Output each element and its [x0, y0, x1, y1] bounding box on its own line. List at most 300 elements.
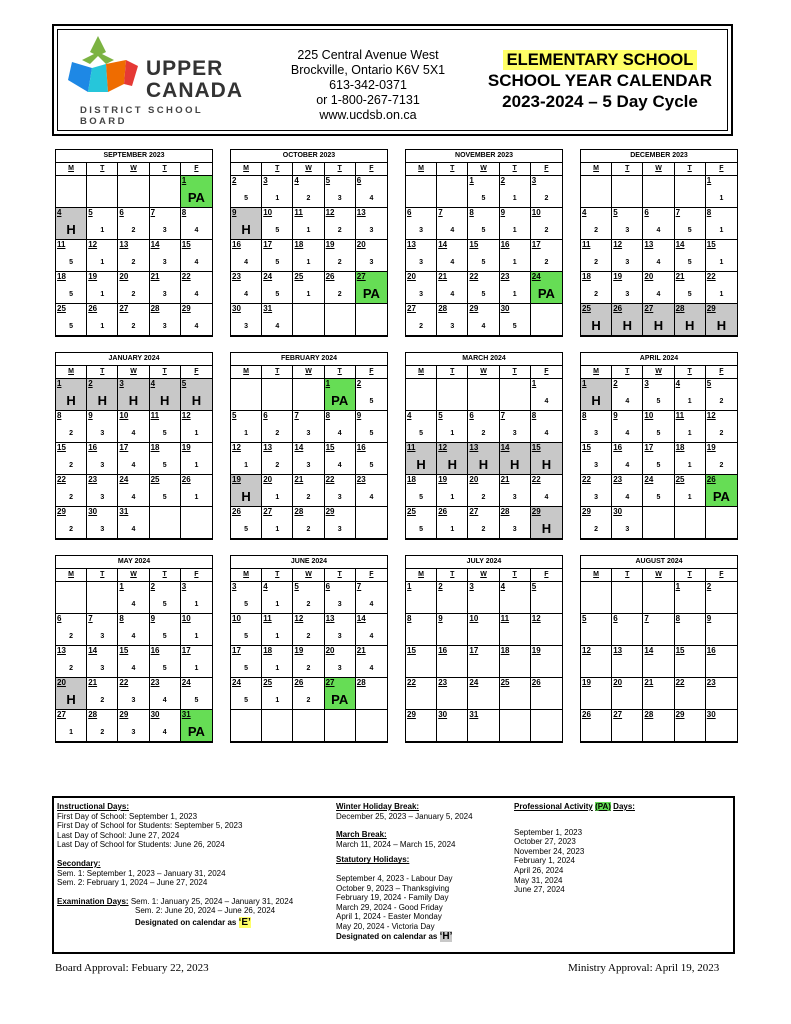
day-number: 20 [263, 475, 273, 484]
cycle-day: 4 [162, 729, 167, 736]
cycle-day: 2 [306, 494, 311, 501]
empty-cell [581, 176, 612, 208]
day-cell [581, 475, 612, 507]
day-number: 13 [325, 614, 335, 623]
cycle-day: 2 [100, 697, 105, 704]
cycle-day: 4 [450, 291, 455, 298]
empty-cell [293, 379, 324, 411]
day-cell [325, 208, 356, 240]
day-cell [531, 646, 562, 678]
day-number: 22 [706, 272, 716, 281]
day-number: 5 [325, 176, 331, 185]
cycle-day: 1 [275, 526, 280, 533]
day-cell [181, 272, 212, 304]
day-number: 4 [500, 582, 506, 591]
weekday-label: W [643, 569, 674, 581]
day-number: 9 [438, 614, 443, 623]
day-cell [356, 208, 387, 240]
day-cell [531, 475, 562, 507]
day-number: 1 [325, 379, 331, 388]
day-cell [262, 304, 293, 336]
day-number: 13 [644, 240, 654, 249]
day-cell [325, 582, 356, 614]
cycle-day: 4 [131, 494, 136, 501]
weekday-label: T [262, 569, 293, 581]
day-number: 25 [57, 304, 66, 313]
cycle-day: 1 [194, 462, 199, 469]
day-number: 17 [119, 443, 129, 452]
day-number: 12 [531, 614, 541, 623]
day-number: 13 [356, 208, 366, 217]
weekday-label: T [150, 366, 181, 378]
weekday-label: M [406, 163, 437, 175]
day-number: 3 [531, 176, 537, 185]
day-cell [437, 411, 468, 443]
day-grid [406, 582, 562, 742]
day-cell [262, 507, 293, 539]
day-number: 19 [181, 443, 191, 452]
day-number: 23 [356, 475, 366, 484]
cycle-day: 4 [369, 665, 374, 672]
day-cell [181, 710, 212, 742]
day-number: 9 [150, 614, 156, 623]
month-grid [55, 149, 739, 749]
day-cell [325, 379, 356, 411]
cycle-day: 2 [719, 430, 724, 437]
day-number: 7 [675, 208, 681, 217]
day-cell [468, 240, 499, 272]
day-number: 7 [356, 582, 362, 591]
day-number: 11 [294, 208, 303, 217]
cycle-day: 3 [131, 729, 136, 736]
day-number: 24 [181, 678, 191, 687]
cycle-day: 4 [656, 227, 661, 234]
day-number: 8 [119, 614, 124, 623]
day-grid [406, 379, 562, 539]
cycle-day: 3 [100, 633, 105, 640]
day-cell [581, 272, 612, 304]
cycle-day: 5 [481, 291, 486, 298]
day-cell [468, 272, 499, 304]
day-cell [325, 272, 356, 304]
legend-line: First Day of School for Students: September 5, 2023 [57, 821, 243, 831]
march-break-heading: March Break: [336, 830, 387, 840]
day-cell [468, 646, 499, 678]
cycle-day: 2 [481, 526, 486, 533]
day-cell [231, 475, 262, 507]
day-number: 5 [531, 582, 537, 591]
day-number: 14 [438, 240, 448, 249]
weekday-label: W [643, 366, 674, 378]
empty-cell [293, 304, 324, 336]
day-cell [468, 443, 499, 475]
cycle-day: 4 [656, 291, 661, 298]
address-line: Brockville, Ontario K6V 5X1 [290, 63, 446, 77]
day-number: 4 [294, 176, 299, 185]
day-number: 2 [613, 379, 618, 388]
day-cell [581, 443, 612, 475]
weekday-label: F [544, 571, 549, 578]
day-number: 1 [57, 379, 62, 388]
empty-cell [150, 176, 181, 208]
day-number: 23 [88, 475, 98, 484]
website-link[interactable]: www.ucdsb.on.ca [319, 108, 417, 122]
weekday-label: T [500, 163, 531, 175]
day-number: 28 [500, 507, 510, 516]
day-cell [87, 475, 118, 507]
day-number: 27 [263, 507, 273, 516]
cycle-day: 1 [275, 665, 280, 672]
day-number: 15 [469, 240, 479, 249]
cycle-day: 4 [162, 697, 167, 704]
day-cell [643, 443, 674, 475]
month-september [55, 149, 213, 337]
day-cell [643, 304, 674, 336]
legend-line: May 20, 2024 - Victoria Day [336, 921, 435, 931]
board-address [268, 48, 468, 123]
day-cell [531, 411, 562, 443]
cycle-day: 5 [162, 462, 167, 469]
weekday-label: T [675, 569, 706, 581]
cycle-day: 3 [625, 227, 630, 234]
weekday-header [56, 163, 212, 176]
weekday-header [581, 163, 737, 176]
day-number: 10 [644, 411, 654, 420]
day-cell [150, 614, 181, 646]
cycle-day: 2 [69, 526, 74, 533]
day-number: 22 [469, 272, 479, 281]
day-cell [231, 176, 262, 208]
day-cell [531, 507, 562, 539]
cycle-day: 4 [625, 430, 630, 437]
day-number: 3 [263, 176, 268, 185]
cycle-day: 2 [544, 195, 549, 202]
day-cell [500, 614, 531, 646]
day-number: 22 [531, 475, 541, 484]
cycle-day: 3 [419, 291, 424, 298]
day-cell [612, 304, 643, 336]
day-grid [231, 176, 387, 336]
cycle-day: 1 [275, 697, 280, 704]
weekday-label: M [581, 163, 612, 175]
cycle-day: 2 [481, 430, 486, 437]
cycle-day: 2 [419, 323, 424, 330]
day-number: 21 [500, 475, 510, 484]
cycle-day: 5 [419, 430, 424, 437]
day-number: 11 [57, 240, 66, 249]
day-cell [437, 208, 468, 240]
cycle-day: 5 [69, 291, 74, 298]
day-number: 25 [582, 304, 591, 313]
day-cell [56, 507, 87, 539]
cycle-day: 3 [369, 259, 374, 266]
cycle-day: 5 [275, 291, 280, 298]
day-number: 13 [469, 443, 479, 452]
weekday-header [581, 569, 737, 582]
day-number: 10 [531, 208, 541, 217]
day-number: 18 [150, 443, 160, 452]
day-cell [612, 614, 643, 646]
empty-cell [531, 710, 562, 742]
day-cell [150, 582, 181, 614]
month-title: AUGUST 2024 [581, 556, 737, 569]
day-cell [262, 272, 293, 304]
holiday-marker: H [685, 318, 695, 333]
cycle-day: 1 [100, 259, 105, 266]
empty-cell [293, 710, 324, 742]
day-cell [406, 475, 437, 507]
day-cell [706, 678, 737, 710]
day-number: 13 [119, 240, 129, 249]
day-cell [262, 208, 293, 240]
day-cell [56, 614, 87, 646]
month-title: MAY 2024 [56, 556, 212, 569]
day-cell [500, 208, 531, 240]
day-number: 5 [88, 208, 93, 217]
day-number: 2 [356, 379, 362, 388]
month-november [405, 149, 563, 337]
day-number: 12 [88, 240, 98, 249]
day-cell [56, 304, 87, 336]
day-cell [643, 240, 674, 272]
holiday-marker: H [716, 318, 727, 333]
legend-line: February 19, 2024 - Family Day [336, 893, 449, 903]
day-number: 28 [88, 710, 98, 719]
day-number: 5 [438, 411, 443, 420]
day-cell [231, 208, 262, 240]
weekday-label: W [468, 163, 499, 175]
weekday-label: W [293, 163, 324, 175]
weekday-header [231, 569, 387, 582]
cycle-day: 5 [512, 323, 517, 330]
day-number: 5 [181, 379, 187, 388]
day-cell [293, 176, 324, 208]
legend-column-1 [57, 802, 327, 928]
day-cell [500, 475, 531, 507]
weekday-header [56, 569, 212, 582]
weekday-label: W [643, 163, 674, 175]
day-cell [231, 411, 262, 443]
day-cell [231, 582, 262, 614]
day-cell [581, 379, 612, 411]
day-grid [231, 379, 387, 539]
cycle-day: 1 [687, 430, 692, 437]
day-number: 14 [500, 443, 510, 452]
legend-line: November 24, 2023 [514, 846, 585, 856]
legend-line: October 9, 2023 – Thanksgiving [336, 883, 450, 893]
empty-cell [56, 582, 87, 614]
day-number: 12 [438, 443, 448, 452]
empty-cell [231, 379, 262, 411]
day-number: 20 [119, 272, 129, 281]
day-cell [356, 678, 387, 710]
weekday-label: W [468, 366, 499, 378]
day-number: 12 [325, 208, 335, 217]
day-cell [500, 176, 531, 208]
cycle-day: 4 [369, 633, 374, 640]
weekday-label: T [262, 366, 293, 378]
weekday-label: T [612, 163, 643, 175]
day-number: 19 [88, 272, 98, 281]
day-number: 28 [356, 678, 366, 687]
cycle-day: 3 [306, 462, 311, 469]
weekday-header [231, 163, 387, 176]
cycle-day: 3 [419, 259, 424, 266]
day-cell [118, 208, 149, 240]
day-number: 4 [675, 379, 681, 388]
day-cell [468, 304, 499, 336]
day-cell [581, 710, 612, 742]
legend-line: Sem. 1: January 25, 2024 – January 31, 2024 [130, 896, 294, 906]
day-cell [500, 240, 531, 272]
day-cell [437, 646, 468, 678]
cycle-day: 2 [69, 462, 74, 469]
day-cell [356, 646, 387, 678]
cycle-day: 1 [100, 291, 105, 298]
day-cell [406, 646, 437, 678]
day-cell [468, 475, 499, 507]
day-number: 2 [706, 582, 712, 591]
day-cell [87, 379, 118, 411]
weekday-label: M [231, 569, 262, 581]
cycle-day: 5 [162, 430, 167, 437]
weekday-label: M [581, 366, 612, 378]
weekday-label: T [325, 366, 356, 378]
holiday-marker: H [66, 393, 76, 408]
weekday-label: T [612, 569, 643, 581]
day-cell [87, 678, 118, 710]
cycle-day: 1 [512, 259, 517, 266]
legend-line: Sem. 1: September 1, 2023 – January 31, 2024 [57, 868, 226, 878]
day-cell [262, 646, 293, 678]
day-number: 21 [356, 646, 366, 655]
day-number: 19 [706, 443, 716, 452]
cycle-day: 5 [244, 633, 249, 640]
day-number: 7 [438, 208, 443, 217]
day-number: 4 [57, 208, 62, 217]
cycle-day: 5 [369, 398, 374, 405]
month-april [580, 352, 738, 540]
holiday-marker: H [591, 393, 601, 408]
day-cell [706, 582, 737, 614]
day-number: 13 [57, 646, 66, 655]
empty-cell [150, 507, 181, 539]
day-number: 25 [150, 475, 160, 484]
cycle-day: 5 [369, 430, 374, 437]
day-cell [643, 646, 674, 678]
day-cell [706, 272, 737, 304]
day-number: 26 [438, 507, 448, 516]
weekday-label: F [194, 571, 199, 578]
day-cell [675, 240, 706, 272]
cycle-day: 3 [625, 291, 630, 298]
day-cell [150, 272, 181, 304]
day-cell [56, 240, 87, 272]
day-cell [581, 240, 612, 272]
day-number: 16 [88, 443, 98, 452]
holiday-marker: H [622, 318, 632, 333]
day-number: 30 [150, 710, 160, 719]
cycle-day: 3 [337, 195, 342, 202]
cycle-day: 4 [369, 601, 374, 608]
day-number: 11 [675, 411, 685, 420]
day-cell [56, 443, 87, 475]
day-cell [643, 411, 674, 443]
cycle-day: 5 [419, 494, 424, 501]
cycle-day: 1 [69, 729, 74, 736]
day-number: 21 [88, 678, 98, 687]
day-number: 8 [181, 208, 187, 217]
day-number: 8 [325, 411, 331, 420]
month-title: OCTOBER 2023 [231, 150, 387, 163]
day-cell [231, 646, 262, 678]
day-number: 21 [644, 678, 654, 687]
cycle-day: 3 [337, 526, 342, 533]
empty-cell [612, 176, 643, 208]
cycle-day: 5 [69, 259, 74, 266]
day-number: 31 [181, 710, 191, 719]
day-cell [262, 582, 293, 614]
cycle-day: 2 [337, 291, 342, 298]
day-cell [612, 272, 643, 304]
holiday-marker: H [191, 393, 202, 408]
day-number: 19 [531, 646, 541, 655]
day-cell [87, 646, 118, 678]
day-number: 6 [325, 582, 331, 591]
cycle-day: 4 [194, 259, 199, 266]
holiday-marker: H [447, 457, 457, 472]
cycle-day: 1 [450, 494, 455, 501]
day-cell [262, 614, 293, 646]
legend-line: March 29, 2024 - Good Friday [336, 902, 443, 912]
day-number: 12 [706, 411, 716, 420]
day-cell [643, 614, 674, 646]
cycle-day: 3 [100, 665, 105, 672]
cycle-day: 5 [481, 227, 486, 234]
day-number: 18 [263, 646, 273, 655]
day-number: 18 [582, 272, 591, 281]
day-number: 22 [57, 475, 66, 484]
day-number: 3 [469, 582, 474, 591]
day-number: 3 [644, 379, 649, 388]
day-cell [643, 475, 674, 507]
weekday-label: F [719, 368, 724, 375]
weekday-label: M [56, 366, 87, 378]
day-cell [406, 208, 437, 240]
day-cell [675, 646, 706, 678]
day-number: 13 [263, 443, 273, 452]
day-cell [643, 379, 674, 411]
cycle-day: 1 [244, 430, 249, 437]
day-cell [56, 272, 87, 304]
day-cell [706, 614, 737, 646]
day-cell [406, 678, 437, 710]
day-number: 18 [294, 240, 304, 249]
day-cell [706, 304, 737, 336]
day-cell [531, 272, 562, 304]
cycle-day: 5 [69, 323, 74, 330]
weekday-label: M [231, 366, 262, 378]
day-number: 28 [644, 710, 654, 719]
day-number: 12 [613, 240, 623, 249]
day-cell [500, 411, 531, 443]
day-cell [87, 304, 118, 336]
day-number: 23 [232, 272, 241, 281]
day-number: 20 [469, 475, 479, 484]
day-cell [612, 507, 643, 539]
day-cell [87, 507, 118, 539]
cycle-day: 3 [594, 494, 599, 501]
